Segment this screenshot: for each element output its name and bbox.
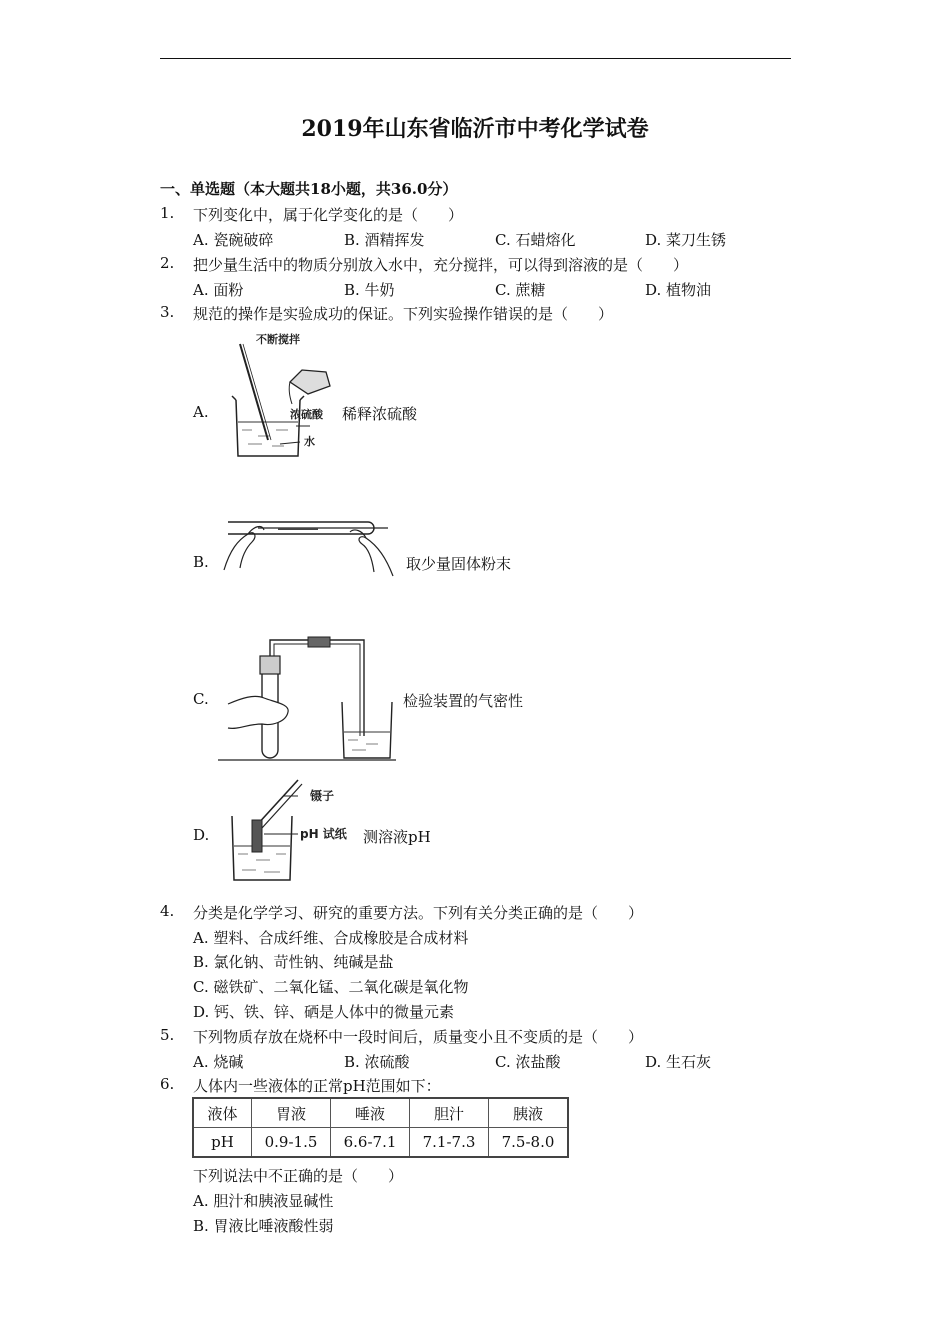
question-number: 5. — [160, 1026, 175, 1044]
table-row — [193, 1098, 568, 1128]
option-c: C. 石蜡熔化 — [495, 231, 576, 249]
option-a: A. 烧碱 — [193, 1053, 244, 1071]
option-b: B. 氯化钠、苛性钠、纯碱是盐 — [193, 953, 394, 971]
option-a: A. 面粉 — [193, 281, 244, 299]
airtightness-figure — [218, 632, 398, 764]
option-d: D. 植物油 — [645, 281, 712, 299]
powder-transfer-figure — [218, 510, 403, 590]
question-substem: 下列说法中不正确的是（ ） — [193, 1167, 404, 1185]
label-water: 水 — [304, 435, 315, 448]
question-number: 6. — [160, 1075, 175, 1093]
option-c: C. 磁铁矿、二氧化锰、二氧化碳是氧化物 — [193, 978, 469, 996]
table-cell: 胃液 — [252, 1098, 331, 1128]
ph-table — [192, 1097, 569, 1158]
table-cell: 胰液 — [489, 1098, 569, 1128]
diluting-acid-figure — [218, 330, 343, 462]
option-d: D. 菜刀生锈 — [645, 231, 727, 249]
option-a: A. 塑料、合成纤维、合成橡胶是合成材料 — [193, 929, 469, 947]
question-stem: 下列物质存放在烧杯中一段时间后，质量变小且不变质的是（ ） — [193, 1028, 644, 1046]
table-cell: 7.1-7.3 — [410, 1128, 489, 1158]
option-d-caption: 测溶液pH — [363, 828, 431, 846]
section-heading: 一、单选题（本大题共18小题，共36.0分） — [160, 180, 458, 198]
option-b-letter: B. — [193, 553, 209, 571]
label-stir: 不断搅拌 — [256, 333, 300, 346]
header-rule — [160, 58, 791, 59]
option-b: B. 浓硫酸 — [344, 1053, 410, 1071]
option-a-letter: A. — [193, 403, 209, 421]
table-cell: 液体 — [193, 1098, 252, 1128]
question-stem: 把少量生活中的物质分别放入水中，充分搅拌，可以得到溶液的是（ ） — [193, 256, 689, 274]
table-cell: pH — [193, 1128, 252, 1158]
question-stem: 分类是化学学习、研究的重要方法。下列有关分类正确的是（ ） — [193, 904, 644, 922]
page-title: 2019年山东省临沂市中考化学试卷 — [301, 116, 649, 142]
question-number: 4. — [160, 902, 175, 920]
table-cell: 0.9-1.5 — [252, 1128, 331, 1158]
label-ph-paper: pH 试纸 — [300, 827, 347, 841]
option-b: B. 牛奶 — [344, 281, 395, 299]
option-a-caption: 稀释浓硫酸 — [342, 405, 418, 423]
label-tweezer: 镊子 — [310, 789, 335, 803]
option-c-letter: C. — [193, 690, 209, 708]
option-c-caption: 检验装置的气密性 — [403, 692, 524, 710]
table-cell: 唾液 — [331, 1098, 410, 1128]
option-c: C. 浓盐酸 — [495, 1053, 561, 1071]
option-a: A. 瓷碗破碎 — [193, 231, 274, 249]
table-row — [193, 1128, 568, 1158]
question-number: 2. — [160, 254, 175, 272]
option-d-letter: D. — [193, 826, 210, 844]
option-b: B. 胃液比唾液酸性弱 — [193, 1217, 334, 1235]
option-d: D. 钙、铁、锌、硒是人体中的微量元素 — [193, 1003, 455, 1021]
question-stem: 人体内一些液体的正常pH范围如下： — [193, 1077, 441, 1095]
question-stem: 下列变化中，属于化学变化的是（ ） — [193, 206, 464, 224]
table-cell: 胆汁 — [410, 1098, 489, 1128]
question-stem: 规范的操作是实验成功的保证。下列实验操作错误的是（ ） — [193, 305, 614, 323]
question-number: 1. — [160, 204, 175, 222]
option-a: A. 胆汁和胰液显碱性 — [193, 1192, 334, 1210]
option-b: B. 酒精挥发 — [344, 231, 425, 249]
label-acid: 浓硫酸 — [290, 408, 323, 421]
ph-test-figure — [218, 776, 358, 886]
table-cell: 7.5-8.0 — [489, 1128, 569, 1158]
question-number: 3. — [160, 303, 175, 321]
option-b-caption: 取少量固体粉末 — [406, 555, 512, 573]
option-c: C. 蔗糖 — [495, 281, 546, 299]
option-d: D. 生石灰 — [645, 1053, 712, 1071]
table-cell: 6.6-7.1 — [331, 1128, 410, 1158]
